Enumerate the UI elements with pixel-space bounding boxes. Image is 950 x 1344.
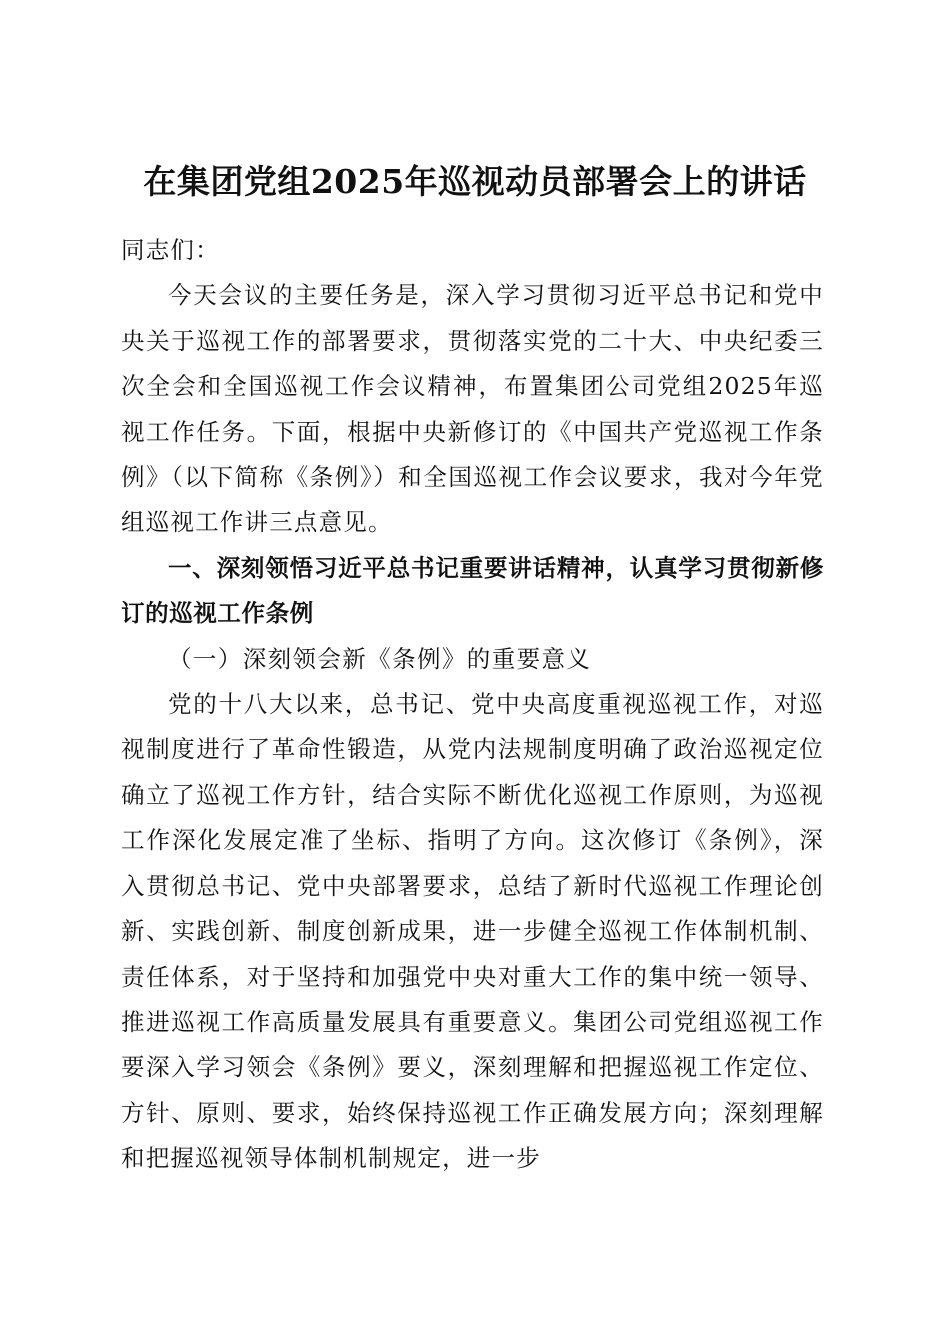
salutation: 同志们：	[121, 236, 220, 264]
document-body	[121, 228, 824, 1182]
subsection-1-heading: （一）深刻领会新《条例》的重要意义	[168, 644, 592, 673]
body-paragraph-1: 党的十八大以来，总书记、党中央高度重视巡视工作，对巡视制度进行了革命性锻造，从党内法规制度明确了政治巡视定位确立了巡视工作方针，结合实际不断优化巡视工作原则，为巡视工作深化发展定准了坐标、指明了方向。这次修订《条例》，深入贯彻总书记、党中央部署要求，总结了新时代巡视工作理论创新、实践创新、制度创新成果，进一步健全巡视工作体制机制、责任体系，对于坚持和加强党中央对重大工作的集中统一领导、推进巡视工作高质量发展具有重要意义。集团公司党组巡视工作要深入学习领会《条例》要义，深刻理解和把握巡视工作定位、方针、原则、要求，始终保持巡视工作正确发展方向；深刻理解和把握巡视领导体制机制规定，进一步	[121, 690, 824, 1173]
intro-paragraph: 今天会议的主要任务是，深入学习贯彻习近平总书记和党中央关于巡视工作的部署要求，贯彻落实党的二十大、中央纪委三次全会和全国巡视工作会议精神，布置集团公司党组2025年巡视工作任务。下面，根据中央新修订的《中国共产党巡视工作条例》（以下简称《条例》）和全国巡视工作会议要求，我对今年党组巡视工作讲三点意见。	[121, 281, 824, 537]
section-1-heading: 一、深刻领悟习近平总书记重要讲话精神，认真学习贯彻新修订的巡视工作条例	[121, 553, 824, 628]
document-title: 在集团党组2025年巡视动员部署会上的讲话	[143, 162, 807, 202]
